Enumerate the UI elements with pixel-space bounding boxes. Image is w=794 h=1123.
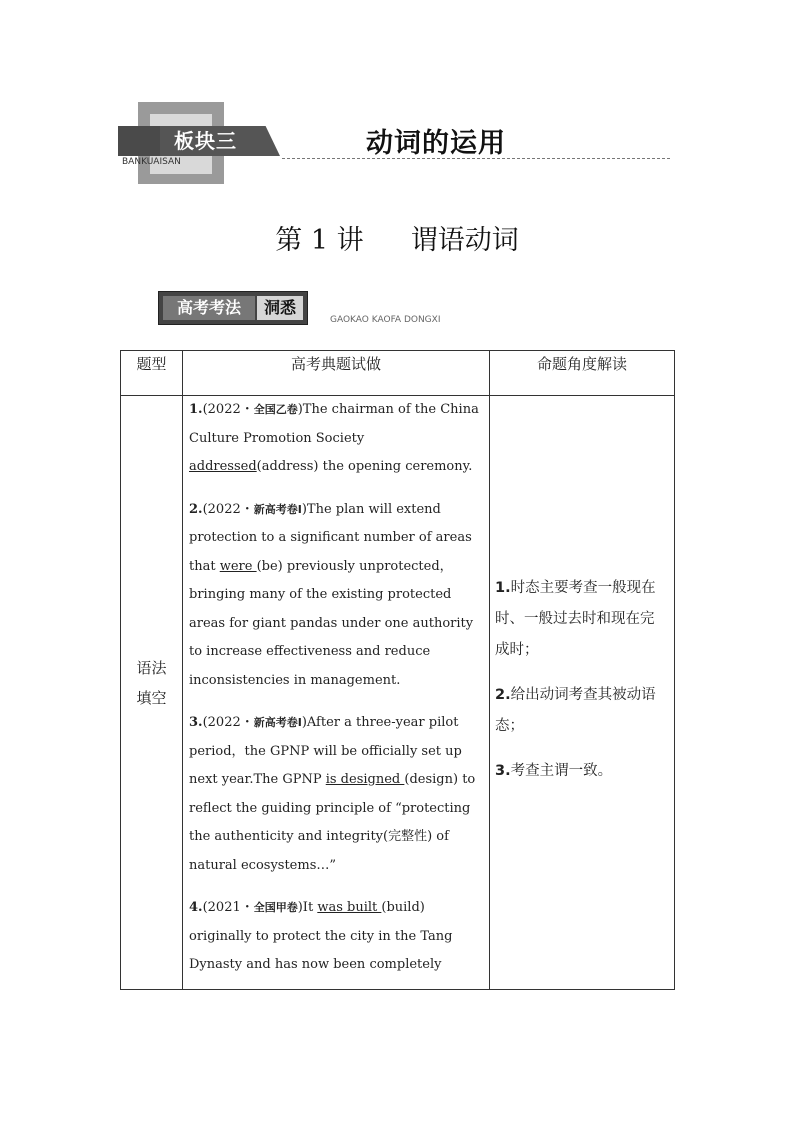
lecture-topic: 谓语动词 [410,225,519,256]
example-item [189,396,481,482]
example-answer: is designed [325,772,405,787]
table-column-divider [489,351,490,989]
table-column-divider [182,351,183,989]
analysis-cell [495,573,667,801]
lecture-prefix: 第 [275,225,303,256]
example-item [189,496,481,696]
example-item [189,709,481,880]
example-text: )It [297,900,318,915]
example-text: (build) originally to protect the city in the Tang Dynasty and has now been completely [189,900,453,972]
example-year: (2022・ [202,715,254,730]
example-text: )The plan will extend protection to a significant number of areas that [189,501,472,574]
example-text: )The chairman of the China Culture Promotion Society [189,402,479,446]
example-text: (be) previously unprotected，bringing many of the existing protected areas for giant pandas under one authority to increase effectiveness and reduce inconsistencies in management. [189,558,474,688]
analysis-text: 考查主谓一致。 [510,763,613,779]
example-source: 全国甲卷 [253,901,298,914]
section-header [0,0,794,200]
example-text: (address) the opening ceremony. [256,459,473,474]
analysis-point [495,680,667,742]
analysis-point [495,756,667,787]
analysis-point [495,573,667,666]
exam-table [120,350,675,990]
example-source: 新高考卷Ⅰ [253,716,302,729]
table-header-examples: 高考典题试做 [290,355,381,373]
example-source: 新高考卷Ⅰ [253,502,302,516]
question-type-line: 语法 [136,659,167,677]
analysis-number: 3. [495,763,511,779]
lecture-title [0,218,794,257]
example-text: )After a three-year pilot period，the GPNP will be officially set up next year.The GPNP [189,715,462,787]
example-number: 2. [189,501,203,517]
example-text: (design) to reflect the guiding principle of “protecting the authenticity and integrity(完整性) of natural ecosystems…” [189,772,476,873]
example-answer: were [219,558,257,574]
table-header-analysis: 命题角度解读 [536,355,627,373]
lecture-suffix: 讲 [336,225,364,256]
block-pinyin: BANKUAISAN [122,157,181,167]
example-answer: addressed [189,459,257,474]
analysis-text: 给出动词考查其被动语态； [495,687,656,734]
example-year: (2021・ [202,900,254,915]
example-year: (2022・ [202,402,254,417]
sub-banner-pinyin: GAOKAO KAOFA DONGXI [330,315,441,325]
example-source: 全国乙卷 [253,403,298,416]
question-type-line: 填空 [136,689,167,707]
sub-banner-right: 洞悉 [257,296,303,320]
example-number: 4. [189,900,203,915]
example-answer: was built [317,900,382,915]
table-header-type: 题型 [136,355,167,373]
examples-cell [189,396,481,994]
header-divider [282,158,670,159]
sub-banner-left: 高考考法 [163,296,255,320]
analysis-number: 1. [495,580,511,596]
example-number: 3. [189,715,203,730]
example-year: (2022・ [202,501,254,517]
sub-banner [158,291,308,325]
analysis-number: 2. [495,687,511,703]
question-type-cell [121,653,182,713]
block-label: 板块三 [174,129,237,153]
example-number: 1. [189,402,203,417]
analysis-text: 时态主要考查一般现在时、一般过去时和现在完成时； [495,580,656,658]
lecture-number: 1 [310,225,328,256]
example-item [189,894,481,980]
section-title: 动词的运用 [366,128,506,159]
